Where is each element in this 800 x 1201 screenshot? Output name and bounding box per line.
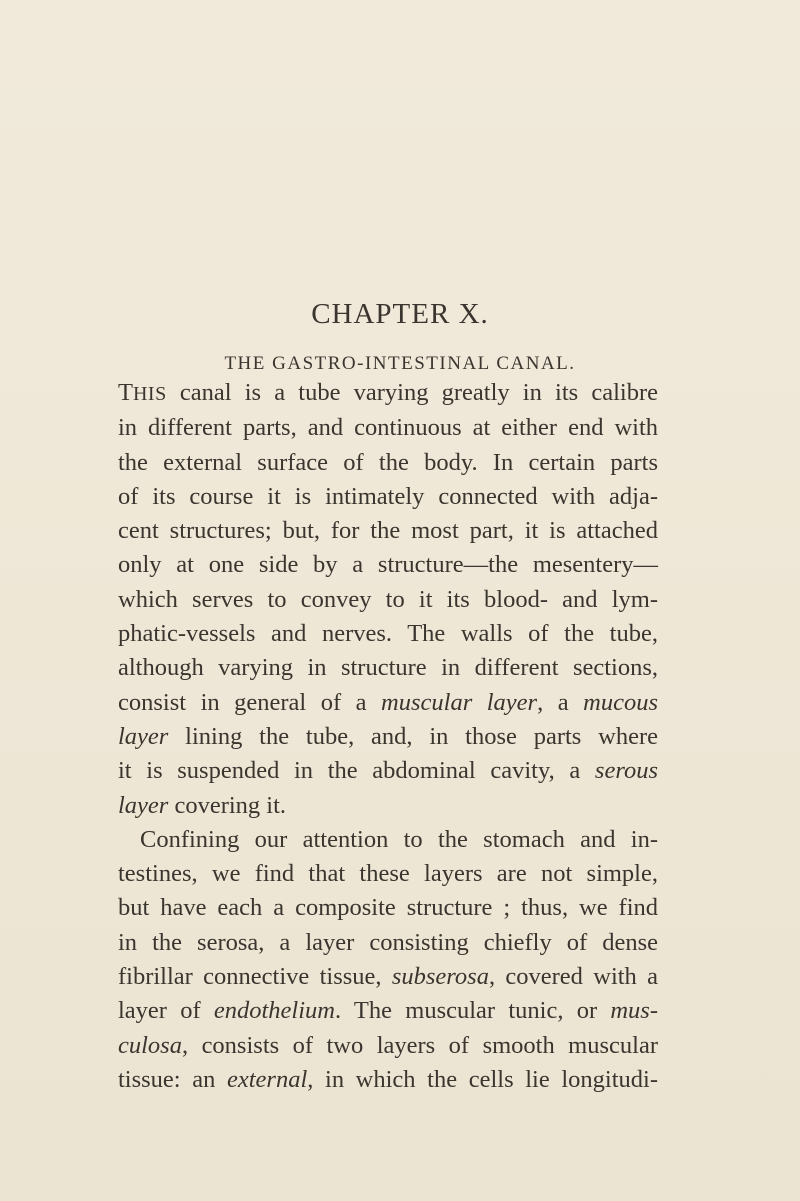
italic-term: serous: [594, 757, 658, 785]
text-line: [118, 720, 658, 754]
italic-term: culosa: [118, 1031, 182, 1059]
italic-term: layer: [118, 722, 169, 750]
text-line: [118, 1029, 658, 1063]
text-fragment: lining the tube, and, in those parts where: [168, 722, 658, 750]
text-line: in the serosa, a layer consisting chiefly of dense: [118, 928, 658, 956]
text-fragment: . The muscular tunic, or: [335, 997, 611, 1025]
text-line: phatic-vessels and nerves. The walls of the tube,: [118, 620, 658, 648]
text-line: the external surface of the body. In certain parts: [118, 448, 658, 476]
text-line: cent structures; but, for the most part, it is attached: [118, 517, 658, 545]
text-fragment: consist in general of a: [118, 688, 382, 716]
chapter-heading: CHAPTER X.: [311, 298, 489, 330]
text-line: in different parts, and continuous at either end with: [118, 414, 658, 442]
text-fragment: it is suspended in the abdominal cavity, a: [118, 757, 595, 785]
italic-term: endothelium: [213, 997, 335, 1025]
italic-term: layer: [118, 791, 169, 819]
text-line: only at one side by a structure—the mesentery—: [118, 551, 658, 579]
body-text: [118, 376, 658, 1097]
italic-term: subserosa: [391, 963, 489, 991]
text-fragment: covering it.: [168, 791, 287, 819]
text-fragment: tissue: an: [118, 1065, 227, 1093]
text-line: testines, we find that these layers are not simple,: [118, 860, 658, 888]
text-line: but have each a composite structure ; thus, we find: [118, 894, 658, 922]
text-fragment: , in which the cells lie longitudi-: [307, 1065, 658, 1093]
text-fragment: , covered with a: [488, 963, 659, 991]
text-fragment: , a: [537, 688, 584, 716]
text-line: [118, 994, 658, 1028]
italic-term: mucous: [583, 688, 658, 716]
italic-term: mus-: [610, 997, 658, 1025]
text-line: [118, 789, 658, 823]
text-line: although varying in structure in different sections,: [118, 654, 658, 682]
text-line: [118, 1063, 658, 1097]
smallcaps-word: HIS: [132, 383, 167, 405]
text-line: Confining our attention to the stomach and in-: [140, 825, 658, 853]
italic-term: external: [226, 1065, 308, 1093]
italic-term: muscular layer: [381, 688, 538, 716]
text-fragment: layer of: [118, 997, 214, 1025]
text-fragment: fibrillar connective tissue,: [118, 963, 392, 991]
drop-initial: T: [118, 379, 133, 406]
text-line: [118, 754, 658, 788]
text-line: [118, 686, 658, 720]
text-line: [118, 960, 658, 994]
text-line: of its course it is intimately connected with adja-: [118, 482, 658, 510]
chapter-subheading: THE GASTRO-INTESTINAL CANAL.: [224, 353, 576, 374]
text-fragment: , consists of two layers of smooth muscular: [181, 1031, 658, 1059]
text-line: [118, 376, 658, 411]
text-fragment: canal is a tube varying greatly in its calibre: [166, 379, 658, 406]
text-line: which serves to convey to it its blood- and lym-: [118, 585, 658, 613]
